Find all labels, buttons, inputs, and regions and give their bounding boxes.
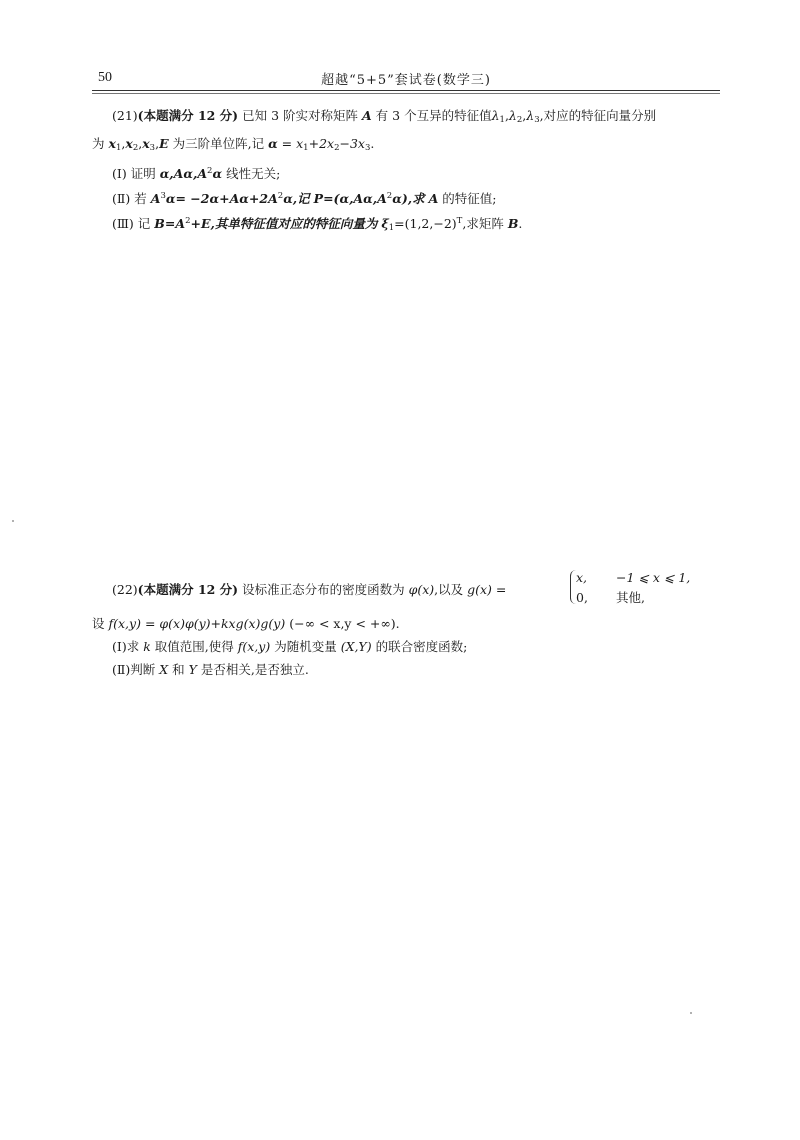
math: g(x) = [467,582,507,597]
math: f(x,y) [237,639,271,654]
math: Y [188,662,197,677]
running-title: 超越“5+5”套试卷(数学三) [321,73,491,88]
subscript: 2 [516,115,523,125]
part-text: 取值范围,使得 [154,639,234,654]
subscript: 1 [115,143,122,153]
problem-22-part-1 [92,635,720,658]
part-text: 证明 [130,166,156,181]
problem-22 [92,566,720,681]
part-label: (Ⅱ) [112,191,131,206]
math: = x [281,136,304,151]
superscript: T [456,216,463,226]
part-text: 线性无关; [226,166,281,181]
matrix-A: A [361,108,372,123]
matrix-E: E [159,136,169,151]
alpha: α [212,166,223,181]
vector-x: x [142,136,150,151]
problem-number: (22) [112,582,138,597]
xi: ξ [381,216,389,231]
subscript: 1 [388,223,395,233]
math: α,Aα,A [159,166,208,181]
superscript: 2 [185,216,191,226]
superscript: 2 [207,166,213,176]
math: = −2α+Aα+2A [175,191,278,206]
part-label: (Ⅰ) [112,166,127,181]
case-condition: 其他, [616,590,645,605]
eigenvalue: λ [491,108,500,123]
part-text: ,求矩阵 [462,216,504,231]
part-text: 和 [172,662,185,677]
stem-text: 设标准正态分布的密度函数为 [242,582,405,597]
subscript: 1 [499,115,505,125]
problem-22-stem-line1 [92,566,720,612]
points-label: (本题满分 12 分) [137,108,239,123]
math: φ(x) [408,582,435,597]
subscript: 1 [303,143,309,153]
problem-21-stem-line1: (21)(本题满分 12 分) 已知 3 阶实对称矩阵 A 有 3 个互异的特征值$\lambda_1,\lambda_2,\lambda_3$,对应的特征向量分别 [112,108,657,125]
problem-22-intro [92,578,506,601]
problem-21-part-3 [92,210,720,240]
part-text: . [518,216,523,231]
subscript: 2 [334,143,340,153]
part-text: 为随机变量 [274,639,337,654]
matrix-A: A [150,191,161,206]
alpha: α [165,191,176,206]
matrix-B: B [507,216,519,231]
case-value: 0, [576,590,588,605]
problem-number: (21) [112,108,138,123]
scan-speck [12,520,14,522]
problem-21-stem-line2: 为 $x_1,x_2,x_3,E$ 为三阶单位阵,记 $\alpha = x_1+2x_2-3x_3$. [92,136,375,153]
part-text: 判断 [130,662,156,677]
matrix-B: B [154,216,165,231]
stem-text: ,以及 [434,582,464,597]
eigenvalue: λ [526,108,535,123]
part-label: (Ⅱ) [112,662,131,677]
subscript: 3 [149,143,156,153]
stem-text: 已知 3 阶实对称矩阵 [242,108,358,123]
vector-x: x [125,136,133,151]
part-text: 的特征值; [442,191,497,206]
part-text: 若 [134,191,147,206]
header-rule [92,90,720,91]
part-text: 记 [137,216,151,231]
subscript: 3 [364,143,371,153]
part-label: (Ⅲ) [112,216,134,231]
stem-text: ,对应的特征向量分别 [539,108,657,123]
math: −3x [339,136,365,151]
math: k [143,639,151,654]
alpha: α [268,136,278,151]
subscript: 3 [534,115,540,125]
header-rule-thin [92,93,720,94]
part-text: 的联合密度函数; [375,639,468,654]
matrix-A: A [428,191,439,206]
math: =(α,Aα,A [323,191,387,206]
math: X [159,662,169,677]
math: (−∞ < x,y < +∞). [289,616,400,631]
stem-text: 为三阶单位阵,记 [172,136,265,151]
problem-22-definition [92,612,720,635]
math: α),求 [392,191,425,206]
vector-x: x [108,136,116,151]
subscript: 2 [132,143,139,153]
case-condition: −1 ⩽ x ⩽ 1, [616,570,691,585]
math: +E,其单特征值对应的特征向量为 [190,216,378,231]
scan-speck [690,1012,692,1014]
page-header [92,66,720,88]
problem-22-part-2 [92,658,720,681]
points-label: (本题满分 12 分) [137,582,239,597]
case-value: x, [576,570,588,585]
piecewise-case-2 [576,586,645,609]
math: (X,Y) [340,639,372,654]
superscript: 2 [277,191,284,201]
math: =A [164,216,186,231]
math: +2x [308,136,335,151]
part-text: 求 [126,639,140,654]
math: =(1,2,−2) [394,216,457,231]
eigenvalue: λ [508,108,517,123]
matrix-P: P [313,191,324,206]
stem-text: 有 3 个互异的特征值 [375,108,492,123]
problem-21-part-1 [92,160,720,185]
math: f(x,y) = φ(x)φ(y)+kxg(x)g(y) [108,616,286,631]
problem-21 [92,104,720,240]
superscript: 3 [160,191,166,201]
stem-text: 设 [92,616,105,631]
stem-text: 为 [92,136,105,151]
part-text: 是否相关,是否独立. [200,662,309,677]
math: α,记 [283,191,310,206]
page-number: 50 [98,70,112,85]
part-label: (Ⅰ) [112,639,127,654]
superscript: 2 [386,191,393,201]
problem-21-part-2 [92,185,720,210]
